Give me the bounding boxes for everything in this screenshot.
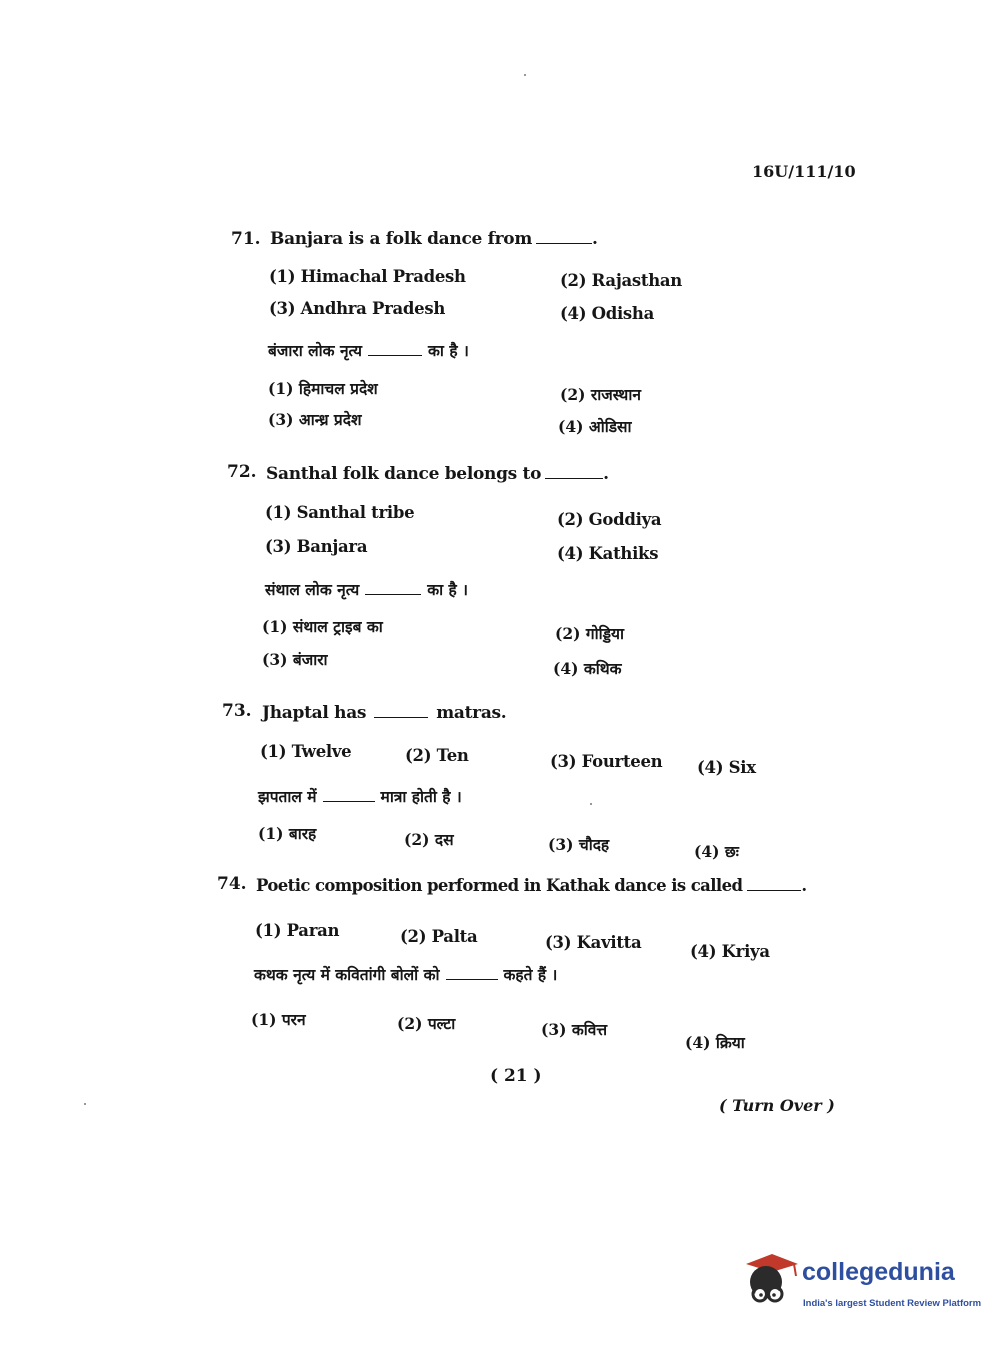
question-number: 72. (227, 462, 257, 482)
hindi-option-2: (2) दस (404, 830, 454, 849)
collegedunia-mascot-icon (742, 1250, 802, 1314)
hindi-option-2: (2) गोड्डिया (555, 624, 625, 643)
option-4: (4) Odisha (560, 304, 654, 323)
question-number: 74. (217, 874, 247, 894)
collegedunia-tagline: India's largest Student Review Platform (803, 1298, 982, 1309)
answer-blank (446, 967, 498, 980)
option-1: (1) Santhal tribe (265, 503, 415, 522)
option-4: (4) Kriya (690, 942, 770, 961)
answer-blank (747, 878, 801, 891)
hindi-option-3: (3) बंजारा (262, 650, 328, 669)
question-text-hindi: बंजारा लोक नृत्य का है । (268, 341, 469, 360)
option-2: (2) Rajasthan (560, 271, 682, 290)
option-3: (3) Fourteen (550, 752, 663, 771)
option-2: (2) Ten (405, 746, 469, 765)
hindi-option-1: (1) परन (251, 1010, 306, 1029)
scan-speck (524, 74, 526, 76)
scan-speck (84, 1103, 86, 1105)
option-4: (4) Kathiks (557, 544, 659, 563)
answer-blank (374, 705, 428, 718)
question-text: Santhal folk dance belongs to . (266, 464, 609, 484)
option-4: (4) Six (697, 758, 756, 777)
collegedunia-brand: collegedunia (802, 1258, 955, 1286)
hindi-option-4: (4) क्रिया (685, 1033, 745, 1052)
option-3: (3) Banjara (265, 537, 368, 556)
page-number: ( 21 ) (490, 1066, 542, 1086)
answer-blank (545, 466, 603, 479)
hindi-option-3: (3) कवित्त (541, 1020, 608, 1039)
paper-code: 16U/111/10 (752, 162, 856, 181)
scan-speck (590, 803, 592, 805)
option-3: (3) Kavitta (545, 933, 642, 952)
hindi-option-4: (4) छः (694, 842, 739, 861)
option-1: (1) Himachal Pradesh (269, 267, 466, 286)
question-text-hindi: झपताल में मात्रा होती है । (258, 787, 462, 806)
answer-blank (365, 582, 421, 595)
question-text: Banjara is a folk dance from . (270, 229, 598, 249)
option-1: (1) Twelve (260, 742, 352, 761)
hindi-option-1: (1) संथाल ट्राइब का (262, 617, 383, 636)
option-2: (2) Goddiya (557, 510, 662, 529)
hindi-option-3: (3) आन्ध्र प्रदेश (268, 410, 362, 429)
answer-blank (536, 231, 592, 244)
hindi-option-2: (2) राजस्थान (560, 385, 641, 404)
question-text-hindi: कथक नृत्य में कवितांगी बोलों को कहते हैं । (254, 965, 558, 984)
hindi-option-1: (1) हिमाचल प्रदेश (268, 379, 378, 398)
question-text: Jhaptal has matras. (262, 703, 507, 723)
answer-blank (368, 343, 422, 356)
option-3: (3) Andhra Pradesh (269, 299, 446, 318)
answer-blank (323, 789, 375, 802)
hindi-option-4: (4) कथिक (553, 659, 622, 678)
question-text: Poetic composition performed in Kathak dance is called . (256, 876, 807, 895)
option-1: (1) Paran (255, 921, 340, 940)
hindi-option-2: (2) पल्टा (397, 1014, 456, 1033)
question-number: 73. (222, 701, 252, 721)
question-text-hindi: संथाल लोक नृत्य का है । (265, 580, 469, 599)
hindi-option-4: (4) ओडिसा (558, 417, 632, 436)
option-2: (2) Palta (400, 927, 478, 946)
hindi-option-3: (3) चौदह (548, 835, 610, 854)
question-number: 71. (231, 229, 261, 249)
hindi-option-1: (1) बारह (258, 824, 317, 843)
turn-over-note: ( Turn Over ) (719, 1096, 835, 1115)
